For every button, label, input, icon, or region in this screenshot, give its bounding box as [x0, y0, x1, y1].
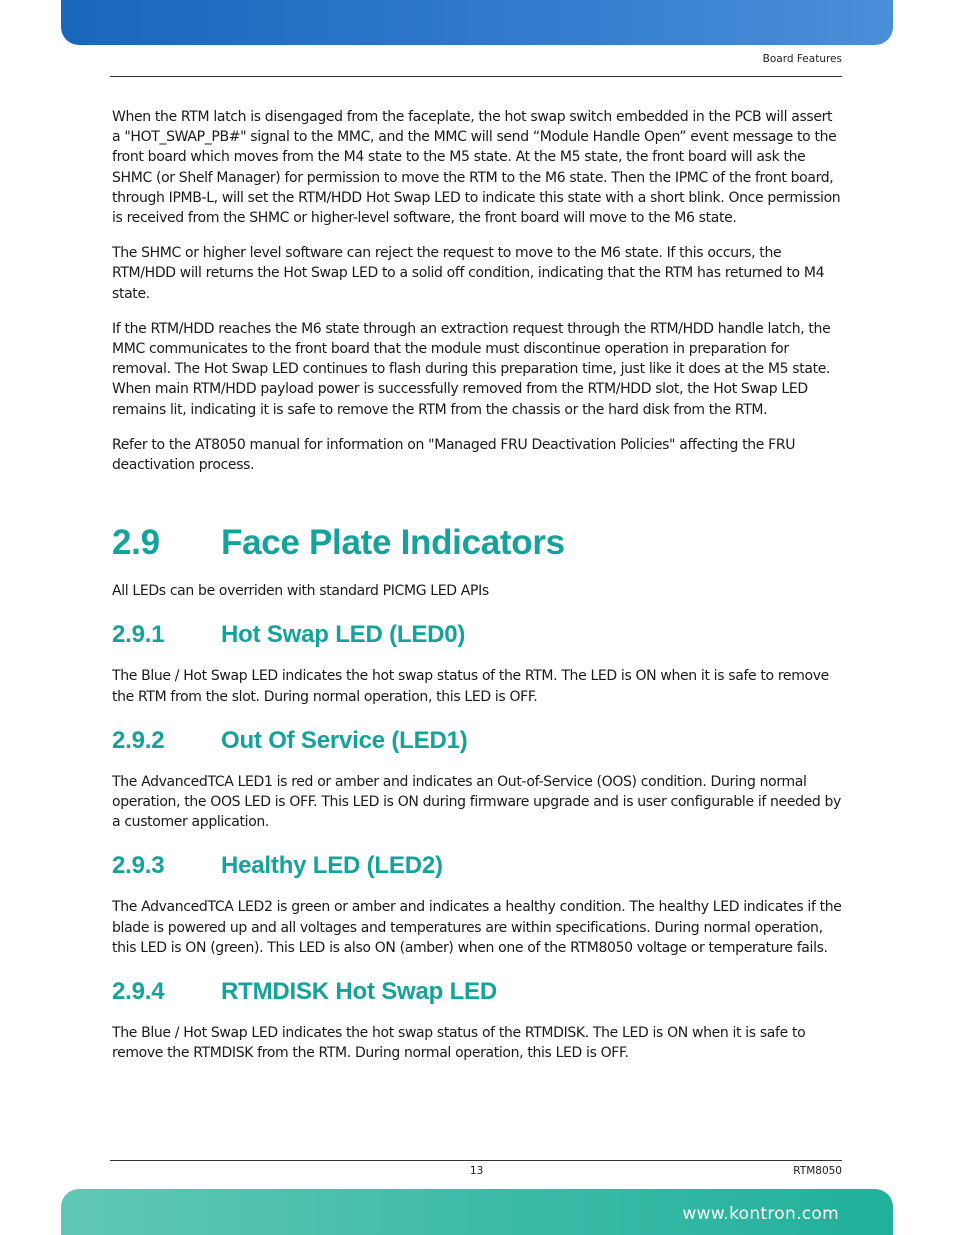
bottom-banner: [61, 1189, 893, 1235]
subsection-number: 2.9.1: [112, 621, 165, 649]
subsection-title: RTMDISK Hot Swap LED: [221, 978, 497, 1006]
subsection-text-healthy: The AdvancedTCA LED2 is green or amber and indicates a healthy condition. The healthy LED indicates if the blade is powered up and all voltages and temperatures are within specifications. During normal operation, this LED is ON (green). This LED is also ON (amber) when one of the RTM8050 voltage or temperature fails.: [112, 899, 842, 956]
subsection-text-hot-swap: The Blue / Hot Swap LED indicates the hot swap status of the RTM. The LED is ON when it is safe to remove the RTM from the slot. During normal operation, this LED is OFF.: [112, 668, 829, 705]
subsection-text-out-of-service: The AdvancedTCA LED1 is red or amber and indicates an Out-of-Service (OOS) condition. During normal operation, the OOS LED is OFF. This LED is ON during firmware upgrade and is user configurable if needed by a customer application.: [112, 773, 841, 831]
subsection-heading-hot-swap: [112, 621, 844, 649]
subsection-heading-rtmdisk: [112, 978, 844, 1006]
subsection-heading-out-of-service: [112, 727, 844, 755]
subsection-number: 2.9.4: [112, 978, 165, 1006]
paragraph-latch: When the RTM latch is disengaged from the faceplate, the hot swap switch embedded in the PCB will assert a "HOT_SWAP_PB#" signal to the MMC, and the MMC will send “Module Handle Open” event message to the front board which moves from the M4 state to the M5 state. At the M5 state, the front board will ask the SHMC (or Shelf Manager) for permission to move the RTM to the M6 state. Then the IPMC of the front board, through IPMB-L, will set the RTM/HDD Hot Swap LED to indicate this state with a short blink. Once permission is received from the SHMC or higher-level software, the front board will move to the M6 state.: [112, 109, 841, 227]
subsection-title: Healthy LED (LED2): [221, 852, 443, 880]
paragraph-reference: Refer to the AT8050 manual for information on "Managed FRU Deactivation Policies" affecting the FRU deactivation process.: [112, 436, 796, 474]
running-header: Board Features: [762, 53, 842, 65]
subsection-title: Hot Swap LED (LED0): [221, 621, 466, 649]
section-title: Face Plate Indicators: [221, 523, 565, 563]
top-banner: [61, 0, 893, 45]
product-name: RTM8050: [793, 1165, 842, 1177]
subsection-heading-healthy: [112, 852, 844, 880]
section-intro: All LEDs can be overriden with standard PICMG LED APIs: [112, 583, 489, 600]
footer-rule: [110, 1160, 842, 1161]
subsection-title: Out Of Service (LED1): [221, 726, 468, 754]
subsection-number: 2.9.2: [112, 726, 165, 754]
section-number: 2.9: [112, 523, 160, 563]
subsection-number: 2.9.3: [112, 852, 165, 880]
header-rule: [110, 76, 842, 77]
section-heading: [112, 523, 844, 563]
subsection-text-rtmdisk: The Blue / Hot Swap LED indicates the hot swap status of the RTMDISK. The LED is ON when it is safe to remove the RTMDISK from the RTM. During normal operation, this LED is OFF.: [112, 1025, 806, 1062]
page-content: [112, 107, 844, 1063]
paragraph-extraction: If the RTM/HDD reaches the M6 state through an extraction request through the RTM/HDD handle latch, the MMC communicates to the front board that the module must discontinue operation in preparation for removal. The Hot Swap LED continues to flash during this preparation time, just like it does at the M5 state. When main RTM/HDD payload power is successfully removed from the RTM/HDD slot, the Hot Swap LED remains lit, indicating it is safe to remove the RTM from the chassis or the hard disk from the RTM.: [112, 320, 831, 418]
website-link[interactable]: www.kontron.com: [682, 1204, 839, 1224]
page-number: 13: [470, 1165, 484, 1177]
paragraph-reject: The SHMC or higher level software can reject the request to move to the M6 state. If this occurs, the RTM/HDD will returns the Hot Swap LED to a solid off condition, indicating that the RTM has returned to M4 state.: [112, 245, 825, 302]
